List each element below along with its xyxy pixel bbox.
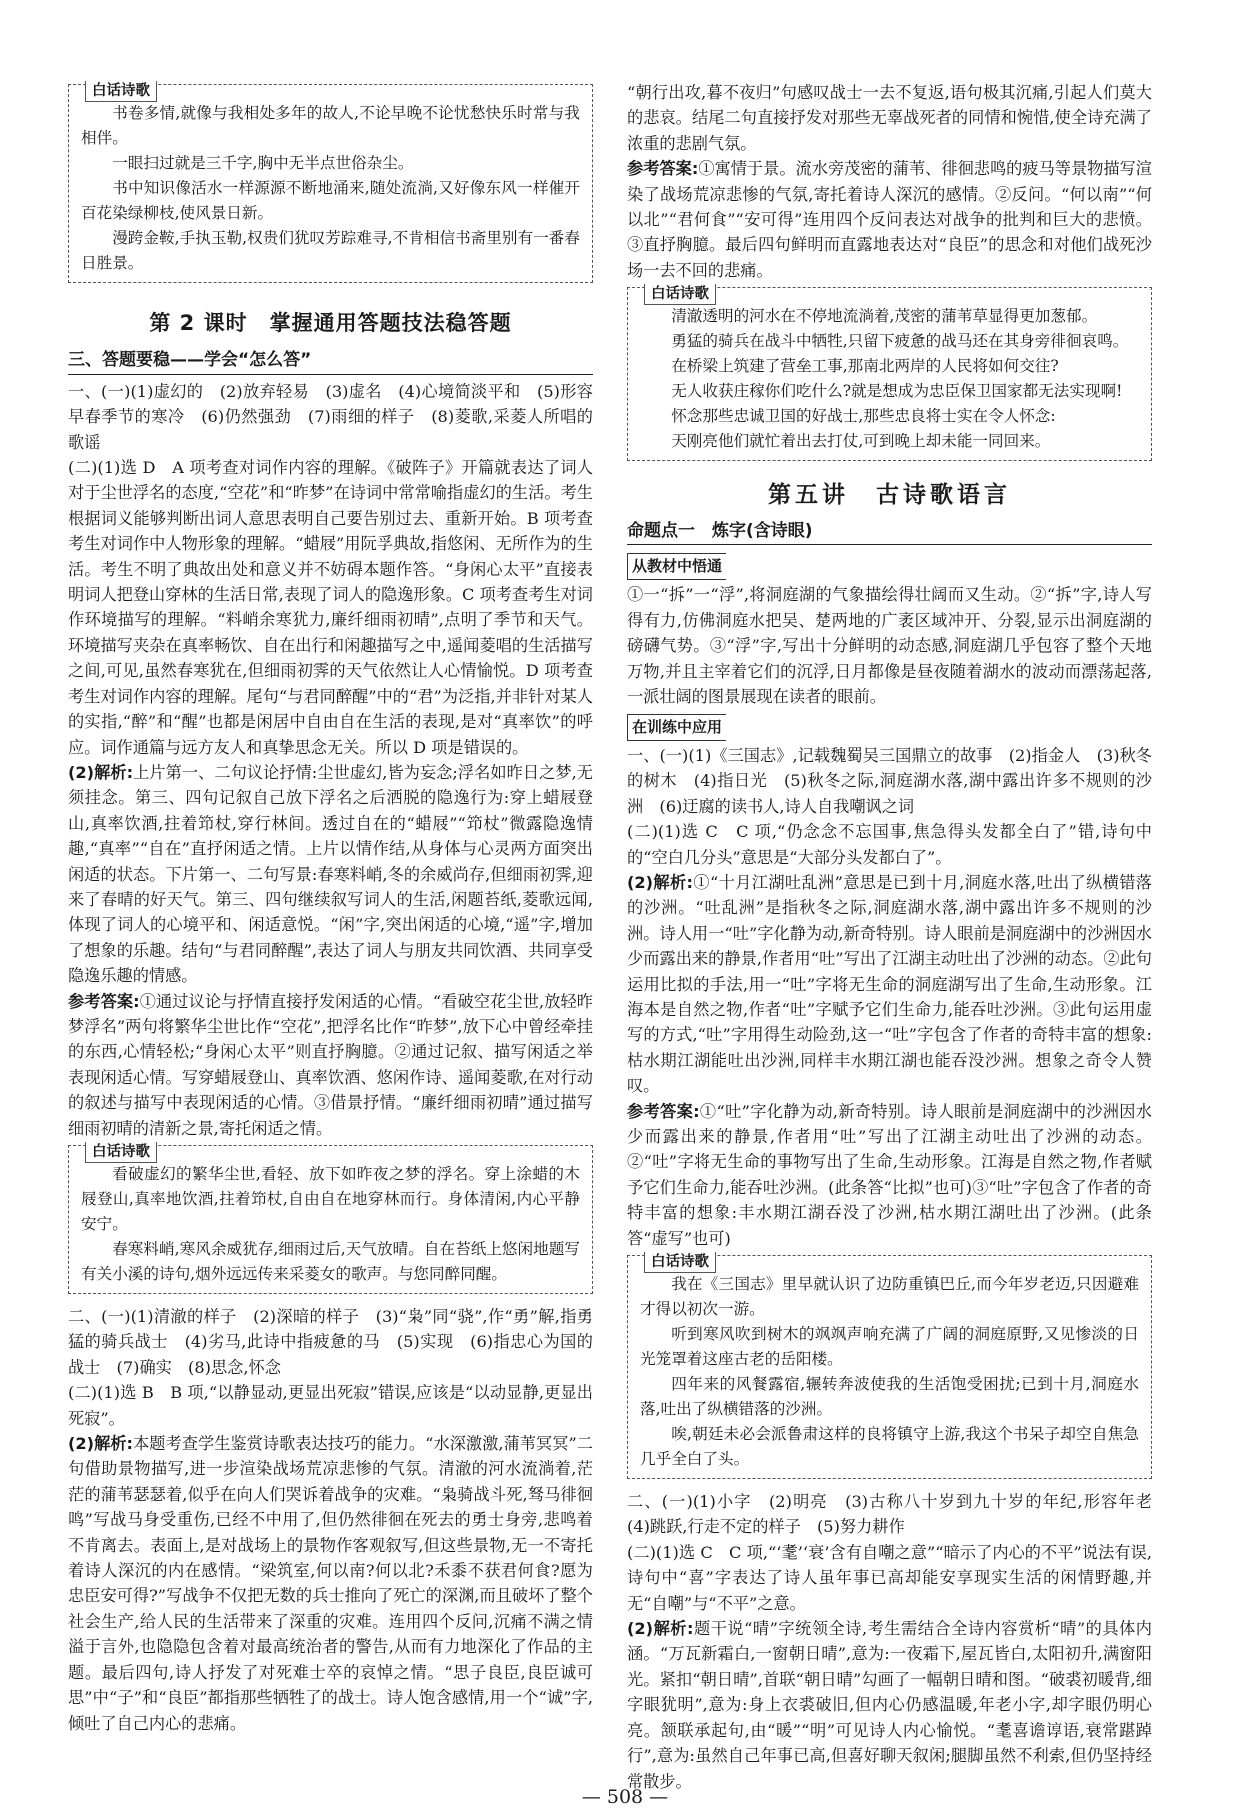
box-line: 我在《三国志》里早就认识了边防重镇巴丘,而今年岁老迈,只因避难才得以初次一游。: [640, 1275, 1139, 1319]
vernacular-poem-box-2: [68, 1145, 593, 1294]
answer-paragraph: [68, 760, 593, 989]
subsection-tag-apply: 在训练中应用: [627, 714, 726, 741]
answer-paragraph: ①一“拆”一“浮”,将洞庭湖的气象描绘得壮阔而又生动。②“拆”字,诗人写得有力,仿佛洞庭水把吴、楚两地的广袤区域冲开、分裂,显示出洞庭湖的磅礴气势。③“浮”字,写出十分鲜明的动态感,洞庭湖几乎包容了整个天地万物,并且主宰着它们的沉浮,日月都像是昼夜随着湖水的波动而漂荡起落,一派壮阔的图景展现在读者的眼前。: [627, 585, 1152, 707]
box-line: 天刚亮他们就忙着出去打仗,可到晚上却未能一同回来。: [671, 432, 1051, 451]
answer-paragraph: [68, 1431, 593, 1736]
right-column: [627, 80, 1169, 1794]
vernacular-poem-box-1: [68, 84, 593, 283]
label: (2)解析:: [68, 762, 134, 782]
text: ①“吐”字化静为动,新奇特别。诗人眼前是洞庭湖中的沙洲因水少而露出来的静景,作者用“吐”写出了江湖主动吐出了沙洲的动态。②“吐”字将无生命的事物写出了生命,生动形象。江海是自然之物,作者赋予它们生命力,能吞吐沙洲。(此条答“比拟”也可)③“吐”字包含了作者的奇特丰富的想象:丰水期江湖吞没了沙洲,枯水期江湖吐出了沙洲。(此条答“虚写”也可): [627, 1101, 1152, 1248]
box-tag: 白话诗歌: [85, 1142, 157, 1163]
box-tag: 白话诗歌: [644, 1252, 716, 1273]
answer-paragraph: (二)(1)选 B B 项,“以静显动,更显出死寂”错误,应该是“以动显静,更显出死寂”。: [68, 1383, 593, 1428]
box-line: 一眼扫过就是三千字,胸中无半点世俗杂尘。: [112, 154, 414, 172]
answer-paragraph: 一、(一)(1)虚幻的 (2)放弃轻易 (3)虚名 (4)心境简淡平和 (5)形容早春季节的寒冷 (6)仍然强劲 (7)雨细的样子 (8)菱歌,采菱人所唱的歌谣: [68, 381, 593, 452]
lecture-title: 第五讲 古诗歌语言: [768, 482, 1011, 509]
label: 参考答案:: [68, 991, 140, 1011]
subsection-tag-learn: 从教材中悟通: [627, 553, 726, 580]
box-line: 勇猛的骑兵在战斗中牺牲,只留下疲惫的战马还在其身旁徘徊哀鸣。: [671, 332, 1129, 351]
label: (2)解析:: [68, 1434, 134, 1454]
box-line: 听到寒风吹到树木的飒飒声响充满了广阔的洞庭原野,又见惨淡的日光笼罩着这座古老的岳阳楼。: [640, 1325, 1139, 1369]
label: 参考答案:: [627, 159, 699, 179]
box-line: 唉,朝廷未必会派鲁肃这样的良将镇守上游,我这个书呆子却空自焦急几乎全白了头。: [640, 1425, 1139, 1469]
answer-paragraph: “朝行出攻,暮不夜归”句感叹战士一去不复返,语句极其沉痛,引起人们莫大的悲哀。结尾二句直接抒发对那些无辜战死者的同情和惋惜,使全诗充满了浓重的悲剧气氛。: [627, 83, 1152, 153]
vernacular-poem-box-3: [627, 287, 1152, 461]
page-number: — 508 —: [581, 1786, 669, 1808]
text: ①“十月江湖吐乱洲”意思是已到十月,洞庭水落,吐出了纵横错落的沙洲。“吐乱洲”是指秋冬之际,洞庭湖水落,湖中露出许多不规则的沙洲。诗人用一“吐”字化静为动,新奇特别。诗人眼前是洞庭湖中的沙洲因水少而露出来的静景,作者用“吐”写出了江湖主动吐出了沙洲的动态。②此句运用比拟的手法,用一“吐”字将无生命的洞庭湖写出了生命,生动形象。江海本是自然之物,作者“吐”字赋予它们生命力,能吞吐沙洲。③此句运用虚写的方式,“吐”字用得生动险劲,这一“吐”字包含了作者的奇特丰富的想象:枯水期江湖能吐出沙洲,同样丰水期江湖也能吞没沙洲。想象之奇令人赞叹。: [627, 872, 1152, 1096]
vernacular-poem-box-4: [627, 1255, 1152, 1479]
answer-paragraph: [627, 870, 1152, 1099]
box-line: 漫跨金鞍,手执玉勒,权贵们犹叹芳踪难寻,不肯相信书斋里别有一番春日胜景。: [81, 229, 580, 272]
text: ①寓情于景。流水旁茂密的蒲苇、徘徊悲鸣的疲马等景物描写渲染了战场荒凉悲惨的气氛,寄托着诗人深沉的感情。②反问。“何以南”“何以北”“君何食”“安可得”连用四个反问表达对战争的批判和巨大的悲愤。③直抒胸臆。最后四句鲜明而直露地表达对“良臣”的思念和对他们战死沙场一去不回的悲痛。: [627, 159, 1152, 280]
answer-paragraph: [627, 1099, 1152, 1251]
box-line: 书卷多情,就像与我相处多年的故人,不论早晚不论忧愁快乐时常与我相伴。: [81, 104, 580, 147]
box-tag: 白话诗歌: [85, 81, 157, 102]
text: 上片第一、二句议论抒情:尘世虚幻,皆为妄念;浮名如昨日之梦,无须挂念。第三、四句记叙自己放下浮名之后洒脱的隐逸行为:穿上蜡屐登山,真率饮酒,拄着笻杖,穿行林间。透过自在的“蜡屐”“笻杖”微露隐逸情趣,“真率”“自在”直抒闲适之情。上片以情作结,从身体与心灵两方面突出闲适的状态。下片第一、二句写景:春寒料峭,冬的余威尚存,但细雨初霁,迎来了春晴的好天气。第三、四句继续叙写词人的生活,闲题苔纸,菱歌远闻,体现了词人的心境平和、闲适意悦。“闲”字,突出闲适的心境,“遥”字,增加了想象的乐趣。结句“与君同醉醒”,表达了词人与朋友共同饮酒、共同享受隐逸乐趣的情感。: [68, 762, 593, 986]
label: 参考答案:: [627, 1101, 700, 1121]
answer-paragraph: 一、(一)(1)《三国志》,记载魏蜀吴三国鼎立的故事 (2)指金人 (3)秋冬的树木 (4)指日光 (5)秋冬之际,洞庭湖水落,湖中露出许多不规则的沙洲 (6)迂腐的读书人,诗人自我嘲讽之词: [627, 745, 1152, 816]
section-title: 三、答题要稳——学会“怎么答”: [68, 348, 593, 374]
answer-paragraph: [68, 989, 593, 1141]
text: ①通过议论与抒情直接抒发闲适的心情。“看破空花尘世,放轻昨梦浮名”两句将繁华尘世比作“空花”,把浮名比作“昨梦”,放下心中曾经牵挂的东西,心情轻松;“身闲心太平”则直抒胸臆。②通过记叙、描写闲适之举表现闲适心情。写穿蜡屐登山、真率饮酒、悠闲作诗、遥闻菱歌,在对行动的叙述与描写中表现闲适的心情。③借景抒情。“廉纤细雨初晴”通过描写细雨初晴的清新之景,寄托闲适之情。: [68, 991, 593, 1138]
answer-paragraph: (二)(1)选 C C 项,“‘耄’‘衰’含有自嘲之意”“暗示了内心的不平”说法有误,诗句中“喜”字表达了诗人虽年事已高却能安享现实生活的闲情野趣,并无“自嘲”与“不平”之意。: [627, 1542, 1152, 1613]
box-line: 怀念那些忠诚卫国的好战士,那些忠良将士实在令人怀念:: [671, 407, 1056, 426]
label: (2)解析:: [627, 872, 694, 892]
box-line: 看破虚幻的繁华尘世,看轻、放下如昨夜之梦的浮名。穿上涂蜡的木屐登山,真率地饮酒,拄着笻杖,自由自在地穿林而行。身体清闲,内心平静安宁。: [81, 1165, 580, 1233]
answer-paragraph: 二、(一)(1)清澈的样子 (2)深暗的样子 (3)“枭”同“骁”,作“勇”解,指勇猛的骑兵战士 (4)劣马,此诗中指疲惫的马 (5)实现 (6)指忠心为国的战士 (7)确实 (8)思念,怀念: [68, 1307, 593, 1377]
box-line: 春寒料峭,寒风余威犹存,细雨过后,天气放晴。自在苔纸上悠闲地题写有关小溪的诗句,烟外远远传来采菱女的歌声。与您同醉同醒。: [81, 1240, 580, 1283]
text: 题干说“晴”字统领全诗,考生需结合全诗内容赏析“晴”的具体内涵。“万瓦新霜白,一窗朝日晴”,意为:一夜霜下,屋瓦皆白,太阳初升,满窗阳光。紧扣“朝日晴”,首联“朝日晴”勾画了一幅朝日晴和图。“破裘初暖背,细字眼犹明”,意为:身上衣裘破旧,但内心仍感温暖,年老小字,却字眼仍明心亮。颔联承起句,由“暖”“明”可见诗人内心愉悦。“耄喜谵谆语,衰常踸踔行”,意为:虽然自己年事已高,但喜好聊天叙闲;腿脚虽然不利索,但仍坚持经常散步。: [627, 1619, 1152, 1791]
answer-paragraph: [627, 1616, 1152, 1794]
box-line: 无人收获庄稼你们吃什么?就是想成为忠臣保卫国家都无法实现啊!: [671, 382, 1123, 401]
label: (2)解析:: [627, 1619, 694, 1639]
answer-paragraph: (二)(1)选 D A 项考查对词作内容的理解。《破阵子》开篇就表达了词人对于尘世浮名的态度,“空花”和“昨梦”在诗词中常常喻指虚幻的生活。考生根据词义能够判断出词人意思表明自己要告别过去、重新开始。B 项考查考生对词作中人物形象的理解。“蜡屐”用阮孚典故,指悠闲、无所作为的生活。考生不明了典故出处和意义并不妨碍本题作答。“身闲心太平”直接表明词人把登山穿林的生活日常,表现了词人的隐逸形象。C 项考查考生对词作环境描写的理解。“料峭余寒犹力,廉纤细雨初晴”,点明了季节和天气。环境描写夹杂在真率畅饮、自在出行和闲趣描写之中,遥闻菱唱的生活描写之间,可见,虽然春寒犹在,但细雨初霁的天气依然让人心情愉悦。D 项考查考生对词作内容的理解。尾句“与君同醉醒”中的“君”为泛指,并非针对某人的实指,“醉”和“醒”也都是闲居中自由自在生活的表现,是对“真率饮”的呼应。词作通篇与远方友人和真挚思念无关。所以 D 项是错误的。: [68, 458, 593, 757]
left-column: [68, 80, 593, 1736]
box-tag: 白话诗歌: [644, 284, 716, 305]
box-line: 书中知识像活水一样源源不断地涌来,随处流淌,又好像东风一样催开百花染绿柳枝,使风景日新。: [81, 179, 580, 222]
answer-paragraph: (二)(1)选 C C 项,“仍念念不忘国事,焦急得头发都全白了”错,诗句中的“空白几分头”意思是“大部分头发都白了”。: [627, 822, 1152, 867]
answer-paragraph: 二、(一)(1)小字 (2)明亮 (3)古称八十岁到九十岁的年纪,形容年老 (4)跳跃,行走不定的样子 (5)努力耕作: [627, 1492, 1169, 1537]
box-line: 在桥梁上筑建了营垒工事,那南北两岸的人民将如何交往?: [671, 357, 1059, 376]
text: 本题考查学生鉴赏诗歌表达技巧的能力。“水深激激,蒲苇冥冥”二句借助景物描写,进一步渲染战场荒凉悲惨的气氛。清澈的河水流淌着,茫茫的蒲苇瑟瑟着,似乎在向人们哭诉着战争的灾难。“枭骑战斗死,驽马徘徊鸣”写战马身受重伤,已经不中用了,但仍然徘徊在死去的勇士身旁,悲鸣着不肯离去。表面上,是对战场上的景物作客观叙写,但这些景物,无一不寄托着诗人深沉的内在感情。“梁筑室,何以南?何以北?禾黍不获君何食?愿为忠臣安可得?”写战争不仅把无数的兵士推向了死亡的深渊,而且破坏了整个社会生产,给人民的生活带来了深重的灾难。连用四个反问,沉痛不满之情溢于言外,也隐隐包含着对最高统治者的警告,从而有力地深化了作品的主题。最后四句,诗人抒发了对死难士卒的哀悼之情。“思子良臣,良臣诚可思”中“子”和“良臣”都指那些牺牲了的战士。诗人饱含感情,用一个“诚”字,倾吐了自己内心的悲痛。: [68, 1434, 593, 1733]
box-line: 四年来的风餐露宿,辗转奔波使我的生活饱受困扰;已到十月,洞庭水落,吐出了纵横错落的沙洲。: [640, 1375, 1139, 1419]
section-title: 命题点一 炼字(含诗眼): [627, 519, 1152, 545]
answer-paragraph: [627, 156, 1152, 283]
box-line: 清澈透明的河水在不停地流淌着,茂密的蒲苇草显得更加葱郁。: [671, 307, 1098, 326]
lesson-title: 第 2 课时 掌握通用答题技法稳答题: [149, 311, 512, 335]
